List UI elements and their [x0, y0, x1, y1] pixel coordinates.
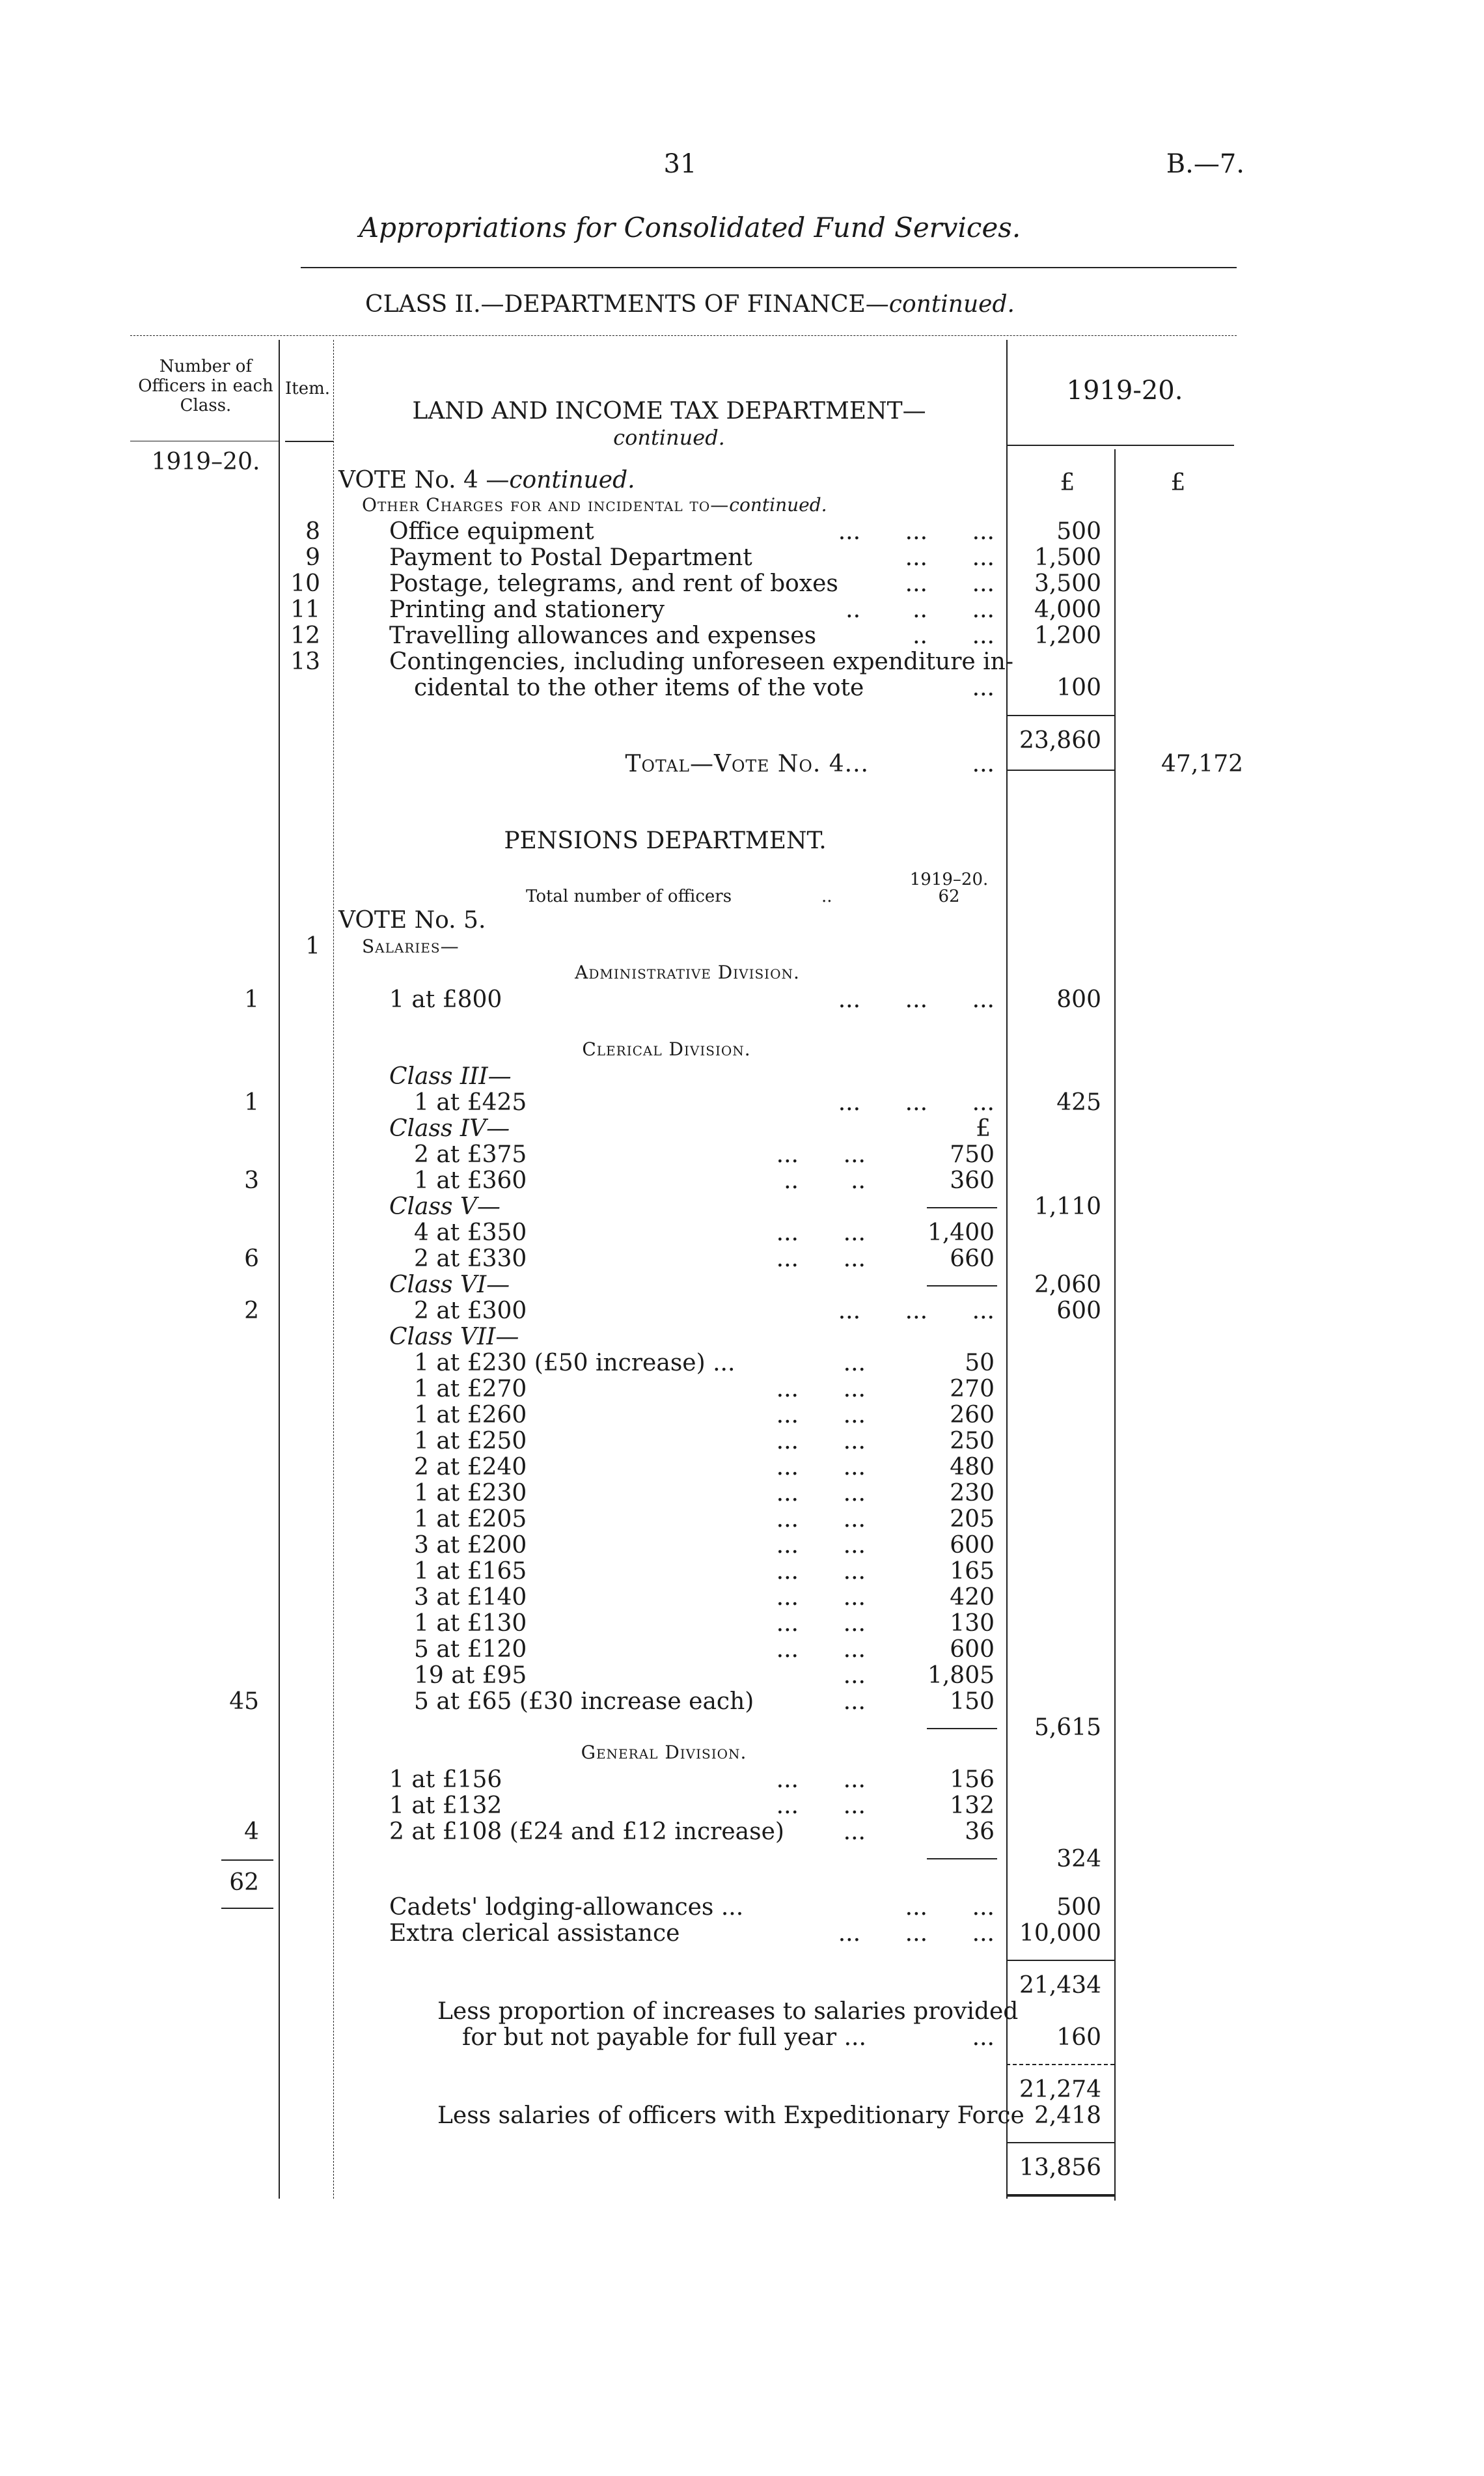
leader-dots: ...	[843, 1662, 866, 1689]
item-number: 10	[290, 570, 320, 597]
sum-rule	[927, 1207, 997, 1208]
sum-rule	[927, 1858, 997, 1859]
line-item-amount: 1,500	[1034, 544, 1101, 571]
line-item-amount: 4,000	[1034, 596, 1101, 623]
officers-sum: 62	[229, 1869, 259, 1896]
line-item-amount: 156	[950, 1766, 995, 1793]
line-item-amount: 600	[950, 1532, 995, 1559]
general-division-total: 324	[1056, 1846, 1101, 1872]
line-item-label: 1 at £270	[414, 1376, 527, 1402]
line-item-label: Travelling allowances and expenses	[389, 622, 817, 649]
sum-rule	[927, 1285, 997, 1287]
line-item-label: Payment to Postal Department	[389, 544, 752, 571]
line-item-label: Office equipment	[389, 518, 594, 545]
officers-sum-rule	[221, 1908, 273, 1909]
line-item-amount: 600	[950, 1636, 995, 1663]
vote-5-label: VOTE No. 5.	[338, 907, 486, 934]
leader-dots: ... ...	[905, 1894, 995, 1921]
line-item-amount: 230	[950, 1480, 995, 1507]
total-officers-value: 62	[938, 887, 960, 906]
line-item-amount: 360	[950, 1167, 995, 1194]
line-item-label: Printing and stationery	[389, 596, 665, 623]
leader-dots: ..	[821, 887, 832, 906]
line-item-label: 2 at £375	[414, 1141, 527, 1168]
line-item-label: 19 at £95	[414, 1662, 527, 1689]
line-item-amount: 130	[950, 1610, 995, 1637]
item-number: 13	[290, 648, 320, 675]
leader-dots: ... ... ...	[838, 1089, 995, 1116]
class-total: 1,110	[1034, 1193, 1101, 1220]
leader-dots: ...	[843, 1350, 866, 1376]
deduction-amount: 160	[1056, 2024, 1101, 2051]
administrative-division-heading: Administrative Division.	[575, 962, 800, 983]
line-item-label: Contingencies, including unforeseen expenditure in-	[389, 648, 1014, 675]
other-charges-label: Other Charges for and incidental to—continued.	[362, 494, 827, 516]
line-item-label: 1 at £360	[414, 1167, 527, 1194]
line-item-label: 1 at £425	[414, 1089, 527, 1116]
line-item-amount: 3,500	[1034, 570, 1101, 597]
leader-dots: ...	[972, 2024, 995, 2051]
pound-sign: £	[976, 1115, 991, 1142]
leader-dots: ... ...	[776, 1454, 866, 1481]
deduction-label: Less proportion of increases to salaries provided	[437, 1998, 1019, 2025]
line-item-amount: 150	[950, 1688, 995, 1715]
officers-column-divider	[279, 340, 280, 2199]
leader-dots: ... ...	[776, 1766, 866, 1793]
leader-dots: ... ...	[776, 1558, 866, 1585]
class-total: 5,615	[1034, 1714, 1101, 1741]
officers-column-header: Number of Officers in each Class.	[138, 357, 273, 415]
pound-column-1: £	[1060, 469, 1075, 496]
line-item-amount: 270	[950, 1376, 995, 1402]
vote-4-subtotal: 23,860	[1019, 727, 1101, 754]
document-reference: B.—7.	[1166, 149, 1244, 179]
leader-dots: ... ...	[776, 1245, 866, 1272]
line-item-amount: 1,200	[1034, 622, 1101, 649]
line-item-amount: 1,400	[927, 1219, 995, 1246]
line-item-label: 1 at £165	[414, 1558, 527, 1585]
line-item-amount: 500	[1056, 518, 1101, 545]
officers-sum-rule	[221, 1859, 273, 1861]
leader-dots: ... ...	[776, 1376, 866, 1402]
line-item-amount: 660	[950, 1245, 995, 1272]
item-number: 11	[290, 596, 320, 623]
leader-dots: ... ...	[776, 1402, 866, 1428]
leader-dots: ... ...	[776, 1506, 866, 1533]
line-item-amount: 800	[1056, 986, 1101, 1013]
vote-4-label: VOTE No. 4 —continued.	[338, 467, 635, 494]
page-number: 31	[663, 149, 697, 179]
line-item-amount: 10,000	[1019, 1920, 1101, 1947]
line-item-label: 3 at £140	[414, 1584, 527, 1611]
leader-dots: ... ...	[776, 1219, 866, 1246]
line-item-label: 2 at £240	[414, 1454, 527, 1481]
leader-dots: ... ...	[776, 1792, 866, 1819]
line-item-label: 5 at £120	[414, 1636, 527, 1663]
line-item-label: 1 at £250	[414, 1428, 527, 1454]
vote-4-total-label: Total—Vote No. 4...	[625, 751, 869, 777]
total-column-divider	[1114, 449, 1116, 2201]
line-item-amount: 36	[965, 1818, 995, 1845]
leader-dots: ... ...	[776, 1636, 866, 1663]
line-item-label-continued: cidental to the other items of the vote	[414, 675, 864, 701]
sum-rule	[1006, 2064, 1114, 2065]
item-column-divider	[333, 340, 334, 2199]
class-label: Class IV—	[389, 1115, 510, 1142]
officers-year-label: 1919–20.	[151, 449, 260, 475]
line-item-label: 1 at £156	[389, 1766, 502, 1793]
line-item-label: Extra clerical assistance	[389, 1920, 680, 1947]
class-total: 2,060	[1034, 1272, 1101, 1298]
sum-rule	[927, 1728, 997, 1729]
line-item-amount: 260	[950, 1402, 995, 1428]
leader-dots: ... ... ...	[838, 518, 995, 545]
line-item-amount: 500	[1056, 1894, 1101, 1921]
year-column-header: 1919-20.	[1066, 376, 1183, 406]
line-item-label: 1 at £130	[414, 1610, 527, 1637]
line-item-label: 2 at £300	[414, 1298, 527, 1324]
line-item-amount: 50	[965, 1350, 995, 1376]
line-item-label: 1 at £260	[414, 1402, 527, 1428]
leader-dots: ...	[843, 1818, 866, 1845]
item-column-header: Item.	[285, 379, 331, 398]
leader-dots: ...	[972, 675, 995, 701]
line-item-amount: 1,805	[927, 1662, 995, 1689]
class-total: 425	[1056, 1089, 1101, 1116]
line-item-label: 1 at £230	[414, 1480, 527, 1507]
item-number: 9	[305, 544, 320, 571]
heading-rule	[130, 335, 1237, 336]
officer-count: 1	[244, 1089, 259, 1116]
line-item-label: 1 at £132	[389, 1792, 502, 1819]
leader-dots: .. ...	[913, 622, 995, 649]
leader-dots: ... ... ...	[838, 986, 995, 1013]
leader-dots: ... ...	[776, 1480, 866, 1507]
line-item-label: 1 at £230 (£50 increase) ...	[414, 1350, 735, 1376]
line-item-amount: 750	[950, 1141, 995, 1168]
sum-rule	[1006, 2142, 1114, 2143]
sum-rule	[1006, 1960, 1114, 1961]
officer-count: 4	[244, 1818, 259, 1845]
line-item-amount: 205	[950, 1506, 995, 1533]
final-rule	[1006, 2194, 1114, 2197]
line-item-label: 1 at £800	[389, 986, 502, 1013]
officer-count: 6	[244, 1245, 259, 1272]
line-item-label: Cadets' lodging-allowances ...	[389, 1894, 744, 1921]
deduction-amount: 2,418	[1034, 2102, 1101, 2129]
line-item-amount: 100	[1056, 675, 1101, 701]
officer-count: 2	[244, 1298, 259, 1324]
line-item-label: 2 at £108 (£24 and £12 increase)	[389, 1818, 784, 1845]
land-tax-heading: LAND AND INCOME TAX DEPARTMENT—	[412, 398, 926, 424]
class-total: 600	[1056, 1298, 1101, 1324]
leader-dots: ... ...	[776, 1584, 866, 1611]
line-item-label: 5 at £65 (£30 increase each)	[414, 1688, 754, 1715]
land-tax-heading-continued: continued.	[613, 425, 725, 450]
leader-dots: ...	[843, 1688, 866, 1715]
leader-dots: .. ..	[784, 1167, 866, 1194]
leader-dots: ... ... ...	[838, 1920, 995, 1947]
leader-dots: ... ...	[776, 1610, 866, 1637]
leader-dots: ... ...	[905, 544, 995, 571]
vote-5-net-total: 13,856	[1019, 2154, 1101, 2181]
subtotal-rule	[1006, 715, 1114, 716]
deduction-label: Less salaries of officers with Expeditionary Force	[437, 2102, 1024, 2129]
line-item-amount: 132	[950, 1792, 995, 1819]
line-item-label: 1 at £205	[414, 1506, 527, 1533]
salaries-label: Salaries—	[362, 936, 460, 957]
class-heading: CLASS II.—DEPARTMENTS OF FINANCE—continued.	[365, 291, 1015, 318]
line-item-amount: 480	[950, 1454, 995, 1481]
leader-dots: ...	[972, 751, 995, 777]
line-item-amount: 420	[950, 1584, 995, 1611]
class-label: Class V—	[389, 1193, 501, 1220]
pensions-heading: PENSIONS DEPARTMENT.	[504, 828, 827, 854]
clerical-division-heading: Clerical Division.	[582, 1038, 751, 1060]
line-item-label: 2 at £330	[414, 1245, 527, 1272]
deduction-label-continued: for but not payable for full year ...	[462, 2024, 866, 2051]
general-division-heading: General Division.	[581, 1742, 747, 1763]
leader-dots: ... ...	[776, 1141, 866, 1168]
running-total: 21,434	[1019, 1972, 1101, 1999]
item-header-rule	[285, 441, 333, 442]
officer-count: 1	[244, 986, 259, 1013]
total-rule	[1006, 770, 1114, 771]
pensions-officers-year: 1919–20.	[909, 870, 989, 889]
total-officers-label: Total number of officers	[526, 887, 732, 906]
leader-dots: ... ...	[905, 570, 995, 597]
item-number: 8	[305, 518, 320, 545]
line-item-amount: 165	[950, 1558, 995, 1585]
leader-dots: .. .. ...	[845, 596, 995, 623]
line-item-amount: 250	[950, 1428, 995, 1454]
line-item-label: 4 at £350	[414, 1219, 527, 1246]
vote-4-total: 47,172	[1161, 751, 1243, 777]
line-item-label: Postage, telegrams, and rent of boxes	[389, 570, 838, 597]
class-label: Class III—	[389, 1063, 512, 1090]
page-title: Appropriations for Consolidated Fund Services.	[359, 212, 1021, 243]
title-rule	[301, 267, 1237, 268]
item-number: 1	[305, 933, 320, 960]
officer-count: 45	[229, 1688, 259, 1715]
item-number: 12	[290, 622, 320, 649]
running-total: 21,274	[1019, 2076, 1101, 2103]
leader-dots: ... ... ...	[838, 1298, 995, 1324]
line-item-label: 3 at £200	[414, 1532, 527, 1559]
class-label: Class VII—	[389, 1324, 519, 1350]
leader-dots: ... ...	[776, 1428, 866, 1454]
leader-dots: ... ...	[776, 1532, 866, 1559]
officer-count: 3	[244, 1167, 259, 1194]
year-header-rule	[1006, 445, 1234, 446]
pound-column-2: £	[1170, 469, 1186, 496]
amount-column-divider	[1006, 340, 1008, 2199]
class-label: Class VI—	[389, 1272, 510, 1298]
